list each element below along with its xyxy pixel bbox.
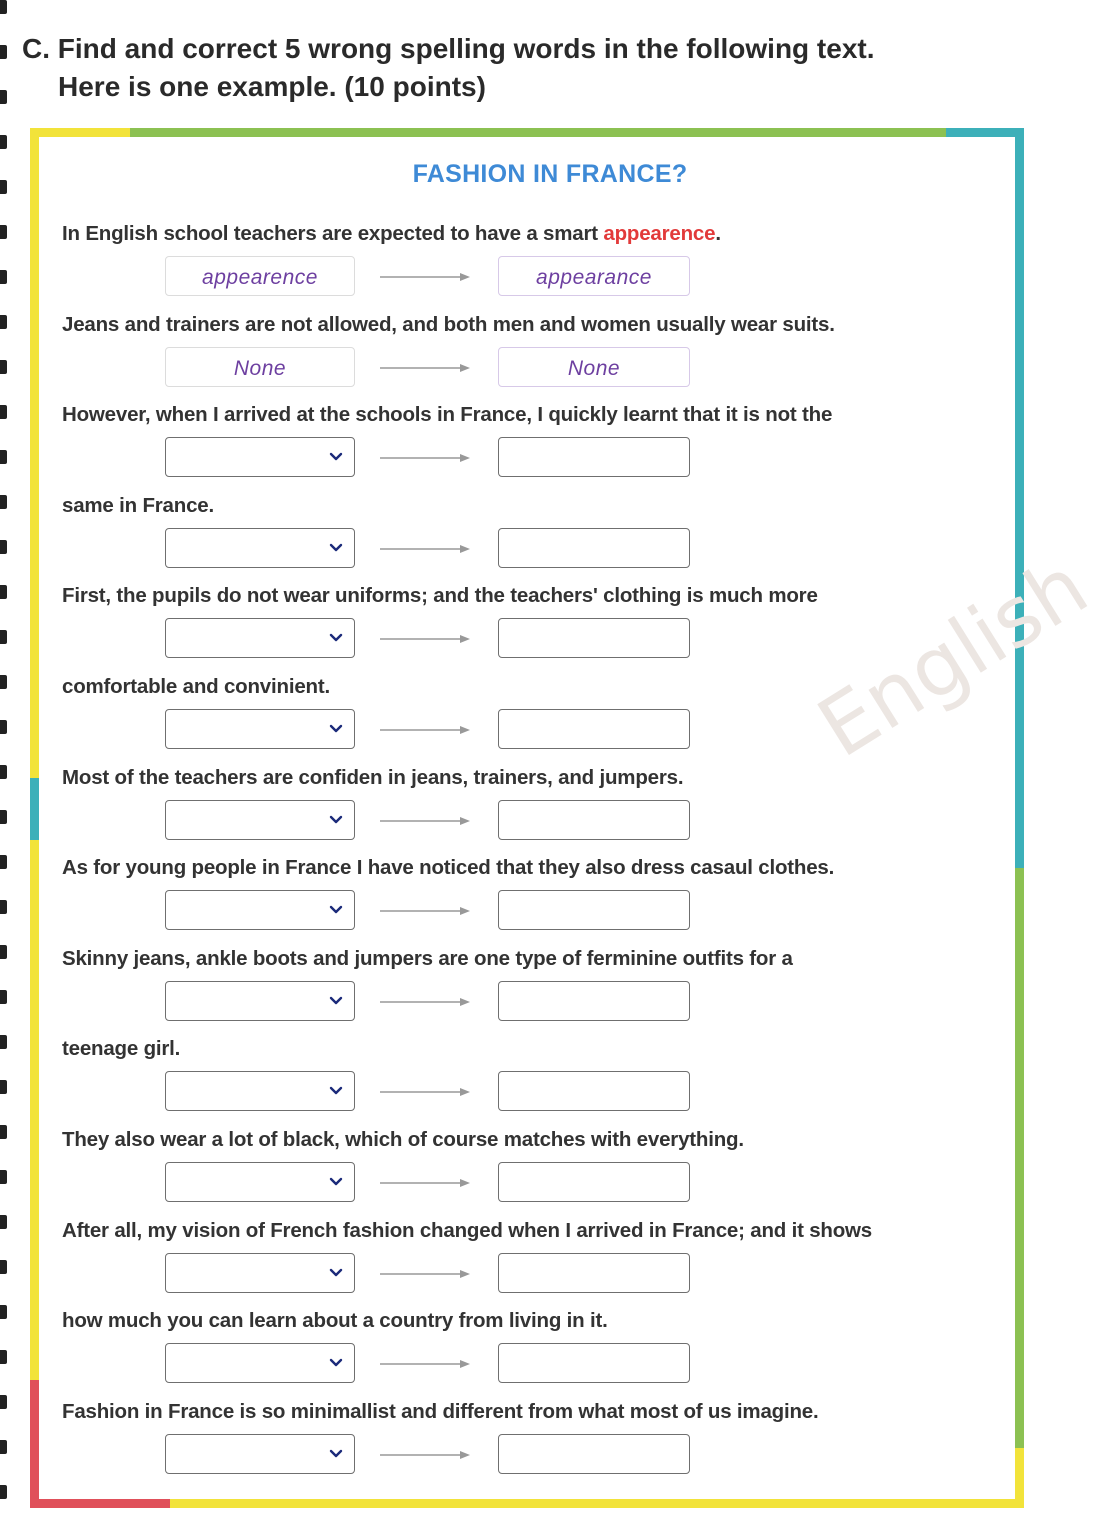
chevron-down-icon [326, 810, 346, 830]
binding-mark [0, 1440, 7, 1454]
sentence-text [62, 856, 834, 880]
binding-mark [0, 1395, 7, 1409]
binding-mark [0, 675, 7, 689]
correct-word-input[interactable] [498, 709, 690, 749]
binding-mark [0, 585, 7, 599]
answer-row [165, 890, 695, 934]
sentence-text [62, 1128, 744, 1152]
wrong-word-value: None [233, 356, 287, 380]
sentence-text [62, 494, 214, 518]
answer-row [165, 256, 695, 300]
sentence-main: Jeans and trainers are not allowed, and both men and women usually wear suits. [62, 312, 835, 336]
binding-mark [0, 1485, 7, 1499]
frame-left-teal [30, 778, 39, 840]
sentence-main: teenage girl. [62, 1037, 181, 1061]
frame-left-yellow [30, 128, 39, 778]
binding-mark [0, 1260, 7, 1274]
sentence-text [62, 1309, 608, 1333]
worksheet-title: FASHION IN FRANCE? [412, 160, 688, 188]
sentence-text [62, 675, 330, 699]
answer-row [165, 528, 695, 572]
binding-mark [0, 360, 7, 374]
binding-mark [0, 450, 7, 464]
correct-word-input[interactable] [498, 1343, 690, 1383]
binding-mark [0, 225, 7, 239]
chevron-down-icon [326, 991, 346, 1011]
answer-row [165, 800, 695, 844]
wrong-word-dropdown[interactable] [165, 1343, 355, 1383]
chevron-down-icon [326, 628, 346, 648]
binding-mark [0, 810, 7, 824]
answer-row [165, 709, 695, 753]
answer-row [165, 437, 695, 481]
sentence-main: Skinny jeans, ankle boots and jumpers are one type of ferminine outfits for a [62, 946, 793, 970]
sentence-main: same in France. [62, 493, 214, 517]
sentence-main: Most of the teachers are confiden in jeans, trainers, and jumpers. [62, 765, 684, 789]
sentence-text [62, 403, 832, 427]
correct-word-input[interactable] [498, 1253, 690, 1293]
wrong-word-value: appearence [202, 266, 318, 289]
correct-word-input[interactable] [498, 528, 690, 568]
answer-row [165, 1343, 695, 1387]
binding-mark [0, 945, 7, 959]
arrow-right-icon [378, 360, 473, 376]
correct-word-box[interactable] [498, 256, 690, 296]
frame-bottom-yellow [170, 1499, 1024, 1508]
correct-word-input[interactable] [498, 618, 690, 658]
sentence-main: However, when I arrived at the schools in France, I quickly learnt that it is not the [62, 403, 833, 427]
binding-mark [0, 1215, 7, 1229]
chevron-down-icon [326, 900, 346, 920]
arrow-right-icon [378, 722, 473, 738]
binding-mark [0, 45, 7, 59]
sentence-main: how much you can learn about a country from living in it. [62, 1309, 608, 1333]
sentence-main: As for young people in France I have noticed that they also dress casaul clothes. [62, 856, 835, 880]
chevron-down-icon [326, 1353, 346, 1373]
chevron-down-icon [326, 1263, 346, 1283]
wrong-word-dropdown[interactable] [165, 1253, 355, 1293]
binding-mark [0, 765, 7, 779]
wrong-word-dropdown[interactable] [165, 981, 355, 1021]
correct-word-input[interactable] [498, 890, 690, 930]
arrow-right-icon [378, 269, 473, 285]
binding-mark [0, 1125, 7, 1139]
sentence-main: comfortable and convinient. [62, 675, 330, 698]
binding-mark [0, 855, 7, 869]
heading-line-2: Here is one example. (10 points) [58, 71, 486, 102]
sentence-text [62, 1219, 872, 1243]
binding-marks [0, 0, 8, 1521]
binding-mark [0, 900, 7, 914]
arrow-right-icon [378, 994, 473, 1010]
chevron-down-icon [326, 538, 346, 558]
frame-top-teal [946, 128, 1024, 137]
binding-mark [0, 1035, 7, 1049]
arrow-right-icon [378, 450, 473, 466]
wrong-word-dropdown[interactable] [165, 528, 355, 568]
wrong-word-box[interactable] [165, 256, 355, 296]
binding-mark [0, 135, 7, 149]
sentence-text [62, 584, 818, 608]
correct-word-input[interactable] [498, 981, 690, 1021]
frame-bottom-red [30, 1499, 170, 1508]
binding-mark [0, 990, 7, 1004]
sentence-text [62, 766, 683, 790]
sentence-main: In English school teachers are expected to have a smart [62, 222, 604, 245]
binding-mark [0, 1170, 7, 1184]
frame-top-yellow [30, 128, 130, 137]
chevron-down-icon [326, 1172, 346, 1192]
answer-row [165, 1071, 695, 1115]
frame-right-teal [1015, 128, 1024, 868]
sentence-text [62, 947, 793, 971]
correct-word-input[interactable] [498, 1162, 690, 1202]
chevron-down-icon [326, 1444, 346, 1464]
wrong-word-dropdown[interactable] [165, 437, 355, 477]
binding-mark [0, 90, 7, 104]
arrow-right-icon [378, 813, 473, 829]
arrow-right-icon [378, 1084, 473, 1100]
heading-line-1: C. Find and correct 5 wrong spelling words in the following text. [22, 33, 875, 64]
binding-mark [0, 1305, 7, 1319]
binding-mark [0, 720, 7, 734]
binding-mark [0, 630, 7, 644]
chevron-down-icon [326, 719, 346, 739]
binding-mark [0, 270, 7, 284]
wrong-word-dropdown[interactable] [165, 800, 355, 840]
sentence-text [62, 1037, 180, 1061]
sentence-main: First, the pupils do not wear uniforms; and the teachers' clothing is much more [62, 584, 818, 608]
frame-top-green [130, 128, 950, 137]
binding-mark [0, 540, 7, 554]
exercise-heading [22, 30, 875, 106]
sentence-main: Fashion in France is so minimallist and different from what most of us imagine. [62, 1399, 819, 1423]
chevron-down-icon [326, 447, 346, 467]
correct-word-input[interactable] [498, 800, 690, 840]
watermark: English [802, 538, 1104, 777]
arrow-right-icon [378, 541, 473, 557]
arrow-right-icon [378, 1356, 473, 1372]
sentence-text [62, 313, 835, 337]
wrong-word-dropdown[interactable] [165, 1162, 355, 1202]
arrow-right-icon [378, 903, 473, 919]
binding-mark [0, 0, 7, 14]
correct-word-value: None [567, 356, 621, 380]
binding-mark [0, 495, 7, 509]
wrong-word-dropdown[interactable] [165, 890, 355, 930]
arrow-right-icon [378, 1175, 473, 1191]
answer-row [165, 981, 695, 1025]
arrow-right-icon [378, 631, 473, 647]
correct-word-value: appearance [536, 266, 652, 289]
frame-left-yellow-2 [30, 840, 39, 1380]
frame-right-green [1015, 868, 1024, 1448]
wrong-word-dropdown[interactable] [165, 1071, 355, 1111]
arrow-right-icon [378, 1266, 473, 1282]
binding-mark [0, 1080, 7, 1094]
wrong-word-dropdown[interactable] [165, 709, 355, 749]
arrow-right-icon [378, 1447, 473, 1463]
correct-word-input[interactable] [498, 1434, 690, 1474]
wrong-word-dropdown[interactable] [165, 1434, 355, 1474]
answer-row [165, 1162, 695, 1206]
correct-word-input[interactable] [498, 437, 690, 477]
misspelled-word: appearence [603, 222, 716, 245]
sentence-text [62, 1400, 818, 1424]
sentence-main: They also wear a lot of black, which of course matches with everything. [62, 1128, 744, 1151]
correct-word-input[interactable] [498, 1071, 690, 1111]
sentence-text [62, 222, 721, 246]
wrong-word-dropdown[interactable] [165, 618, 355, 658]
sentence-main: After all, my vision of French fashion changed when I arrived in France; and it shows [62, 1218, 872, 1242]
answer-row [165, 1253, 695, 1297]
answer-row [165, 347, 695, 391]
chevron-down-icon [326, 1081, 346, 1101]
binding-mark [0, 405, 7, 419]
binding-mark [0, 1350, 7, 1364]
binding-mark [0, 315, 7, 329]
wrong-word-box[interactable] [165, 347, 355, 387]
correct-word-box[interactable] [498, 347, 690, 387]
answer-row [165, 618, 695, 662]
sentence-end: . [715, 222, 721, 245]
answer-row [165, 1434, 695, 1478]
frame-left-red [30, 1380, 39, 1508]
